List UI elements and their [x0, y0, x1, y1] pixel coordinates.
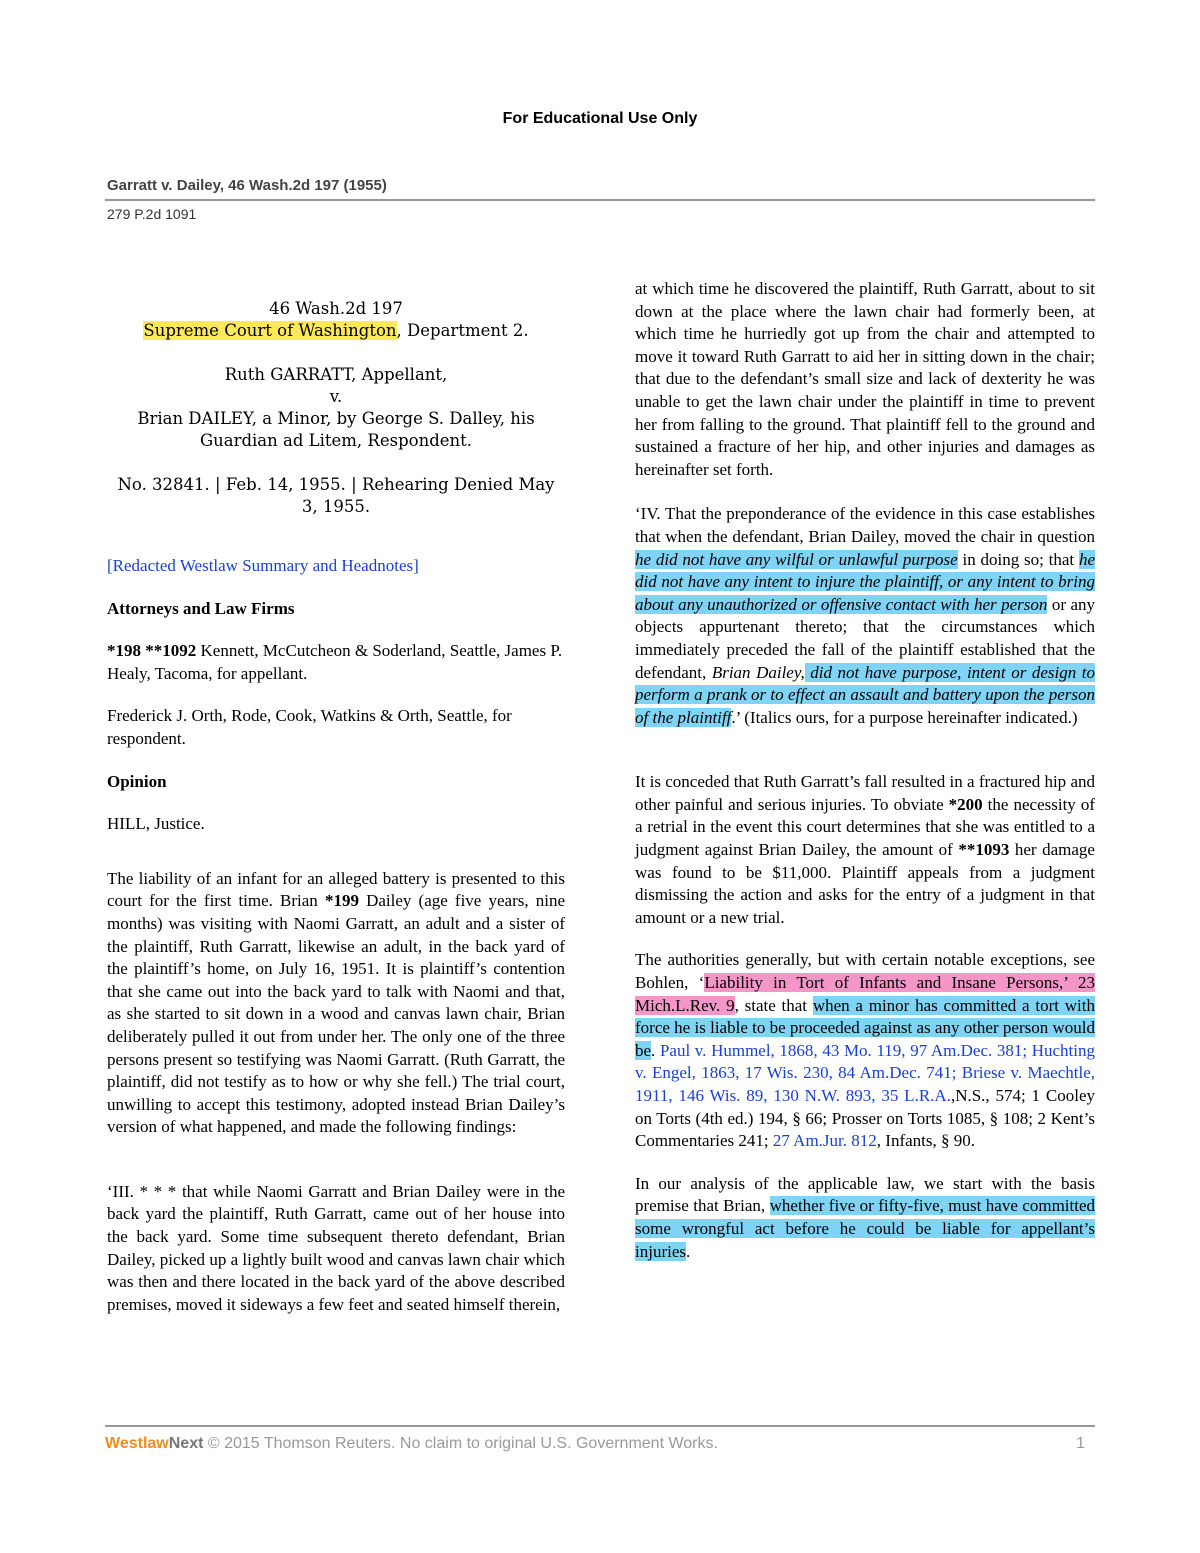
authorities-paragraph	[635, 949, 1095, 1152]
parallel-citation: 279 P.2d 1091	[107, 206, 197, 222]
westlaw-next-logo-text: Next	[168, 1435, 204, 1452]
redacted-summary-link[interactable]: [Redacted Westlaw Summary and Headnotes]	[107, 556, 419, 575]
respondent-line-1: Brian DAILEY, a Minor, by George S. Dalley, his	[137, 409, 535, 428]
page-footer	[105, 1435, 1095, 1453]
conceded-text-c: her damage was found to be $11,000. Plaintiff appeals from a judgment dismissing the action and asks for the entry of a judgment in that amount or a new trial.	[635, 840, 1095, 927]
analysis-text-a: In our analysis of the applicable law, we start with the basis premise that Brian,	[635, 1173, 1095, 1216]
star-page-199: *199	[324, 891, 359, 911]
westlaw-logo-text: Westlaw	[105, 1435, 169, 1452]
finding-iii: ‘III. * * * that while Naomi Garratt and Brian Dailey were in the back yard the plaintiff, Ruth Garratt, came out of her house into the back yard. Some time subsequent thereto defendant, Brian Dailey, picked up a lightly built wood and canvas lawn chair which was then and there located in the back yard of the above described premises, moved it sideways a few feet and seated himself therein,	[107, 1181, 565, 1314]
court-name-link[interactable]: Supreme Court of Washington	[143, 321, 397, 340]
star-page-200: *200	[948, 794, 983, 814]
iv-text-a: ‘IV. That the preponderance of the evidence in this case establishes that when the defendant, Brian Dailey, moved the chair in question	[635, 504, 1095, 546]
analysis-paragraph	[635, 1173, 1095, 1263]
highlight-wrongful-act: whether five or fifty-five, must have committed some wrongful act before he could be liable for appellant’s injuries	[635, 1196, 1096, 1261]
appellant: Ruth GARRATT, Appellant,	[224, 365, 448, 384]
highlight-no-design: did not have purpose, intent or design to perform a prank or to effect an assault and battery upon the person of the plaintiff	[635, 662, 1095, 727]
iv-text-b: in doing so; that	[957, 549, 1079, 569]
case-citation: Garratt v. Dailey, 46 Wash.2d 197 (1955)	[107, 177, 387, 194]
conceded-text-b: the necessity of a retrial in the event this court determines that she was entitled to a judgment against Brian Dailey, the amount of	[635, 794, 1095, 860]
conceded-text-a: It is conceded that Ruth Garratt’s fall resulted in a fractured hip and other painful and serious injuries. To obviate	[635, 772, 1095, 814]
highlight-minor-liable: when a minor has committed a tort with force he is liable to be proceeded against as any other person would be	[635, 995, 1095, 1060]
footer-divider	[105, 1425, 1095, 1427]
highlight-no-intent: he did not have any intent to injure the plaintiff, or any intent to bring about any unauthorized or offensive contact with her person	[635, 549, 1095, 614]
bohlen-citation-highlight: Liability in Tort of Infants and Insane Persons,’ 23 Mich.L.Rev. 9	[635, 973, 1095, 1015]
iv-text-d: .’ (Italics ours, for a purpose hereinafter indicated.)	[731, 707, 1078, 727]
docket-line-2: 3, 1955.	[301, 497, 371, 516]
finding-iv	[635, 503, 1095, 729]
am-jur-link[interactable]: 27 Am.Jur. 812	[772, 1131, 877, 1151]
educational-use-banner: For Educational Use Only	[502, 110, 698, 127]
right-column	[635, 278, 1095, 1263]
finding-iii-continued: at which time he discovered the plaintiff, Ruth Garratt, about to sit down at the place where the lawn chair had formerly been, at which time he hurriedly got up from the chair and attempted to move it toward Ruth Garratt to aid her in sitting down in the chair; that due to the defendant’s small size and lack of dexterity he was unable to get the lawn chair under the plaintiff in time to prevent her from falling to the ground. That plaintiff fell to the ground and sustained a fracture of her hip, and other injuries and damages as hereinafter set forth.	[635, 279, 1095, 479]
para1-text-a: The liability of an infant for an alleged battery is presented to this court for the first time. Brian	[107, 868, 565, 911]
docket-line-1: No. 32841. | Feb. 14, 1955. | Rehearing Denied May	[117, 475, 555, 494]
reporter-citation: 46 Wash.2d 197	[269, 299, 403, 318]
court-line	[107, 320, 565, 342]
para1-text-b: Dailey (age five years, nine months) was visiting with Naomi Garratt, an adult and a sister of the plaintiff, Ruth Garratt, likewise an adult, in the back yard of the plaintiff’s home, on July 16, 1951. It is plaintiff’s contention that she came out into the back yard to talk with Naomi and that, as she started to sit down in a wood and canvas lawn chair, Brian deliberately pulled it out from under her. The only one of the three persons present so testifying was Naomi Garratt. (Ruth Garratt, the plaintiff, did not testify as to how or why she fell.) The trial court, unwilling to accept this testimony, adopted instead Brian Dailey’s version of what happened, and made the following findings:	[107, 891, 566, 1137]
iv-text-c: or any objects appurtenant thereto; that the circumstances which immediately preceded the fall of the plaintiff established that the defendant,	[635, 594, 1095, 682]
analysis-text-b: .	[686, 1241, 691, 1261]
left-column	[107, 298, 565, 1316]
auth-text-d: ,N.S., 574; 1 Cooley on Torts (4th ed.) 194, § 66; Prosser on Torts 1085, § 108; 2 Kent’s Commentaries 241;	[635, 1086, 1095, 1151]
auth-text-a: The authorities generally, but with certain notable exceptions, see Bohlen, ‘	[635, 950, 1095, 993]
star-page-1093: **1093	[958, 840, 1010, 860]
case-caption	[107, 298, 565, 518]
attorney-appellant	[107, 640, 565, 685]
justice-name: HILL, Justice.	[107, 814, 205, 834]
header-divider	[105, 199, 1095, 201]
opinion-heading: Opinion	[107, 771, 167, 791]
attorneys-heading: Attorneys and Law Firms	[107, 598, 295, 618]
case-citations-link[interactable]: Paul v. Hummel, 1868, 43 Mo. 119, 97 Am.Dec. 381; Huchting v. Engel, 1863, 17 Wis. 230, 84 Am.Dec. 741; Briese v. Maechtle, 1911, 146 Wis. 89, 130 N.W. 893, 35 L.R.A.	[635, 1040, 1095, 1105]
department: , Department 2.	[396, 321, 529, 340]
star-page-198: *198 **1092	[107, 641, 197, 661]
copyright-notice: © 2015 Thomson Reuters. No claim to original U.S. Government Works.	[203, 1435, 718, 1452]
respondent-line-2: Guardian ad Litem, Respondent.	[199, 431, 473, 450]
auth-text-c: .	[651, 1040, 660, 1060]
auth-text-e: , Infants, § 90.	[876, 1131, 975, 1151]
auth-text-b: , state that	[734, 995, 813, 1015]
attorney-respondent: Frederick J. Orth, Rode, Cook, Watkins & Orth, Seattle, for respondent.	[107, 706, 512, 748]
iv-name: Brian Dailey,	[711, 662, 805, 682]
highlight-no-wilful-purpose: he did not have any wilful or unlawful purpose	[635, 549, 958, 569]
opinion-paragraph-1	[107, 868, 565, 1139]
attorney-appellant-text: Kennett, McCutcheon & Soderland, Seattle, James P. Healy, Tacoma, for appellant.	[107, 641, 563, 683]
page-number: 1	[1076, 1435, 1085, 1452]
versus: v.	[329, 387, 343, 406]
conceded-paragraph	[635, 771, 1095, 929]
